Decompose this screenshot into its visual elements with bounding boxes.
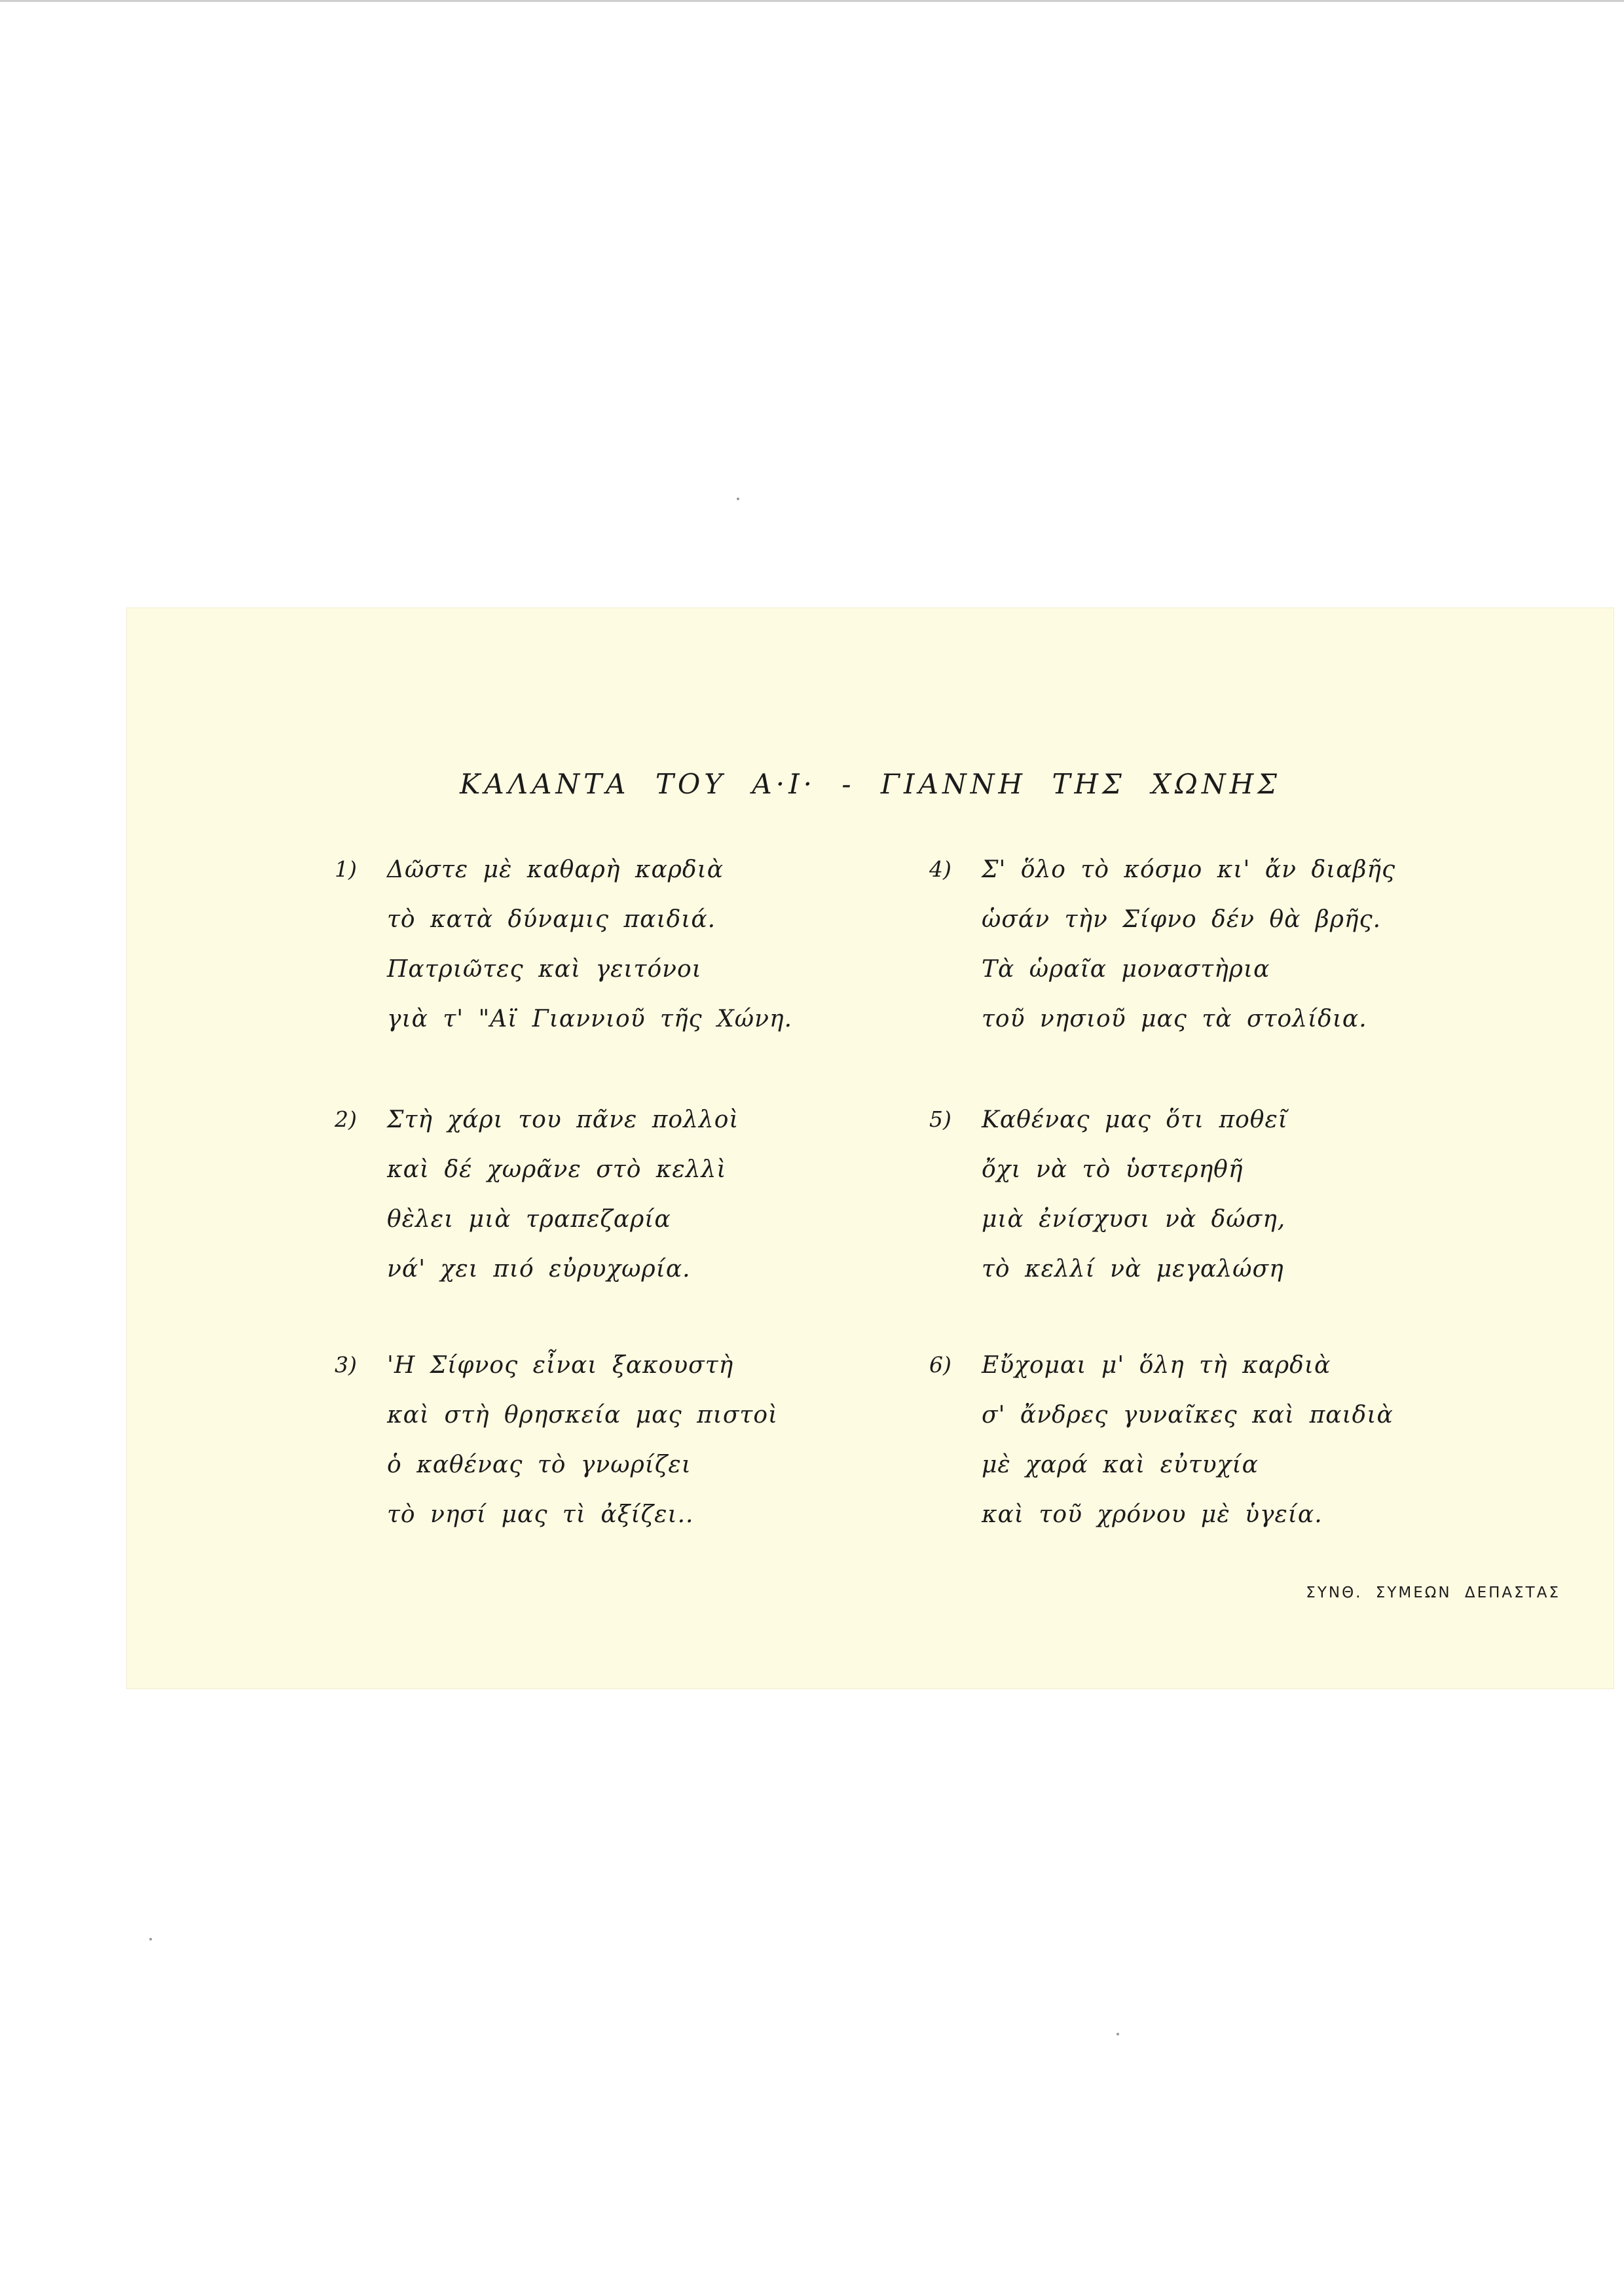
stanza-number: 4) xyxy=(929,856,951,882)
verse-line: ὁ καθένας τὸ γνωρίζει xyxy=(387,1451,692,1478)
verse-line: καὶ τοῦ χρόνου μὲ ὑγεία. xyxy=(982,1501,1323,1528)
top-edge-rule xyxy=(0,0,1624,2)
verse-line: Εὔχομαι μ' ὅλη τὴ καρδιὰ xyxy=(982,1352,1331,1379)
stanza-number: 6) xyxy=(929,1352,951,1377)
verse-line: καὶ δέ χωρᾶνε στὸ κελλὶ xyxy=(387,1156,727,1183)
verse-line: Καθένας μας ὅτι ποθεῖ xyxy=(982,1106,1288,1133)
stanza-lines xyxy=(982,1106,1288,1305)
verse-line: μὲ χαρά καὶ εὐτυχία xyxy=(982,1451,1259,1478)
stanza-lines xyxy=(387,1352,778,1551)
verse-line: θὲλει μιὰ τραπεζαρία xyxy=(387,1206,671,1233)
verse-line: Σ' ὅλο τὸ κόσμο κι' ἄν διαβῆς xyxy=(982,856,1396,883)
stanza-number: 3) xyxy=(335,1352,357,1377)
stanza-lines xyxy=(387,856,792,1055)
verse-line: τὸ κατὰ δύναμις παιδιά. xyxy=(387,906,716,933)
verse-line: ὄχι νὰ τὸ ὑστερηθῆ xyxy=(982,1156,1244,1183)
verse-line: καὶ στὴ θρησκεία μας πιστοὶ xyxy=(387,1402,779,1429)
verse-line: 'Η Σίφνος εἶναι ξακουστὴ xyxy=(387,1352,734,1379)
verse-line: Τὰ ὡραῖα μοναστὴρια xyxy=(982,956,1270,983)
author-signature: ΣΥΝΘ. ΣΥΜΕΩΝ ΔΕΠΑΣΤΑΣ xyxy=(1306,1584,1560,1601)
verse-line: Δῶστε μὲ καθαρὴ καρδιὰ xyxy=(387,856,724,883)
verse-line: τὸ κελλί νὰ μεγαλώση xyxy=(982,1256,1284,1283)
stanza-lines xyxy=(982,856,1395,1055)
verse-line: γιὰ τ' "Αϊ Γιαννιοῦ τῆς Χώνη. xyxy=(387,1006,793,1032)
verse-line: μιὰ ἐνίσχυσι νὰ δώση, xyxy=(982,1206,1286,1233)
stanza-number: 1) xyxy=(335,856,357,882)
scan-speck xyxy=(1116,2033,1119,2035)
stanza-number: 2) xyxy=(335,1106,357,1132)
verse-line: τὸ νησί μας τὶ ἀξίζει.. xyxy=(387,1501,694,1528)
verse-line: ὡσάν τὴν Σίφνο δέν θὰ βρῆς. xyxy=(982,906,1382,933)
verse-line: νά' χει πιό εὐρυχωρία. xyxy=(387,1256,691,1283)
stanza-lines xyxy=(982,1352,1393,1551)
verse-line: τοῦ νησιοῦ μας τὰ στολίδια. xyxy=(982,1006,1367,1032)
verse-line: Στὴ χάρι του πᾶνε πολλοὶ xyxy=(387,1106,739,1133)
scan-speck xyxy=(149,1938,152,1941)
stanza-number: 5) xyxy=(929,1106,951,1132)
scan-speck xyxy=(737,498,739,500)
carol-sheet xyxy=(126,608,1614,1689)
stanza-lines xyxy=(387,1106,739,1305)
document-title: ΚΑΛΑΝΤΑ ΤΟΥ Α·Ι· - ΓΙΑΝΝΗ ΤΗΣ ΧΩΝΗΣ xyxy=(460,768,1281,800)
verse-line: Πατριῶτες καὶ γειτόνοι xyxy=(387,956,702,983)
verse-line: σ' ἄνδρες γυναῖκες καὶ παιδιὰ xyxy=(982,1402,1393,1429)
